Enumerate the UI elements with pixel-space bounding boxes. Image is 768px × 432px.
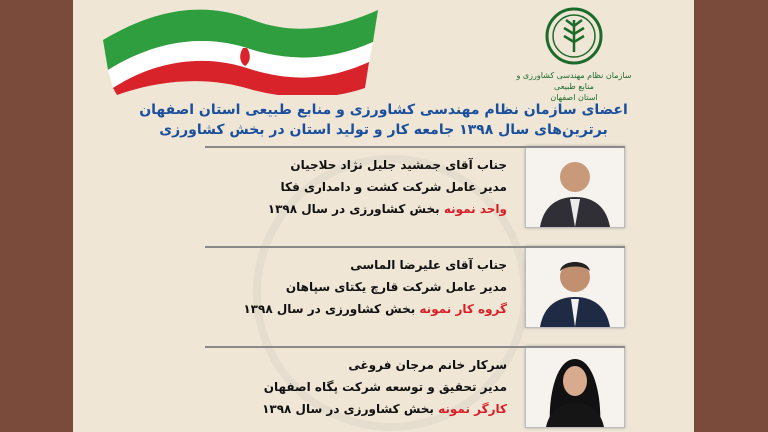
honoree-text (268, 154, 507, 220)
honoree-photo (525, 346, 625, 428)
honoree-award (262, 398, 507, 420)
award-detail: بخش کشاورزی در سال ۱۳۹۸ (243, 302, 420, 316)
person-icon (526, 347, 624, 427)
title-line1: اعضای سازمان نظام مهندسی کشاورزی و منابع طبیعی استان اصفهان (139, 102, 628, 118)
honoree-award (243, 298, 507, 320)
page-title (73, 100, 694, 140)
person-icon (526, 147, 624, 227)
honoree-role: مدیر عامل شرکت کشت و دامداری فکا (280, 180, 507, 194)
honoree-card (129, 346, 625, 426)
honoree-name: جناب آقای علیرضا الماسی (350, 258, 507, 272)
award-title: گروه کار نمونه (419, 302, 507, 316)
honoree-award (268, 198, 507, 220)
honoree-text (243, 254, 507, 320)
award-detail: بخش کشاورزی در سال ۱۳۹۸ (267, 202, 444, 216)
card-divider (205, 146, 625, 148)
honoree-role: مدیر عامل شرکت قارچ یکتای سپاهان (285, 280, 507, 294)
organization-logo (514, 6, 634, 102)
card-divider (205, 246, 625, 248)
award-detail: بخش کشاورزی در سال ۱۳۹۸ (262, 402, 439, 416)
honoree-name: سرکار خانم مرجان فروغی (348, 358, 507, 372)
title-line2: برترین‌های سال ۱۳۹۸ جامعه کار و تولید استان در بخش کشاورزی (159, 122, 608, 138)
honoree-text (262, 354, 507, 420)
honoree-photo (525, 246, 625, 328)
logo-text-line1: سازمان نظام مهندسی کشاورزی و منابع طبیعی (516, 71, 632, 91)
card-divider (205, 346, 625, 348)
logo-text-line2: استان اصفهان (550, 93, 598, 102)
honoree-card (129, 246, 625, 326)
honoree-role: مدیر تحقیق و توسعه شرکت پگاه اصفهان (263, 380, 507, 394)
iran-flag-icon (93, 0, 393, 95)
honoree-photo (525, 146, 625, 228)
award-title: واحد نمونه (443, 202, 507, 216)
honoree-card (129, 146, 625, 226)
poster (73, 0, 694, 432)
person-icon (526, 247, 624, 327)
honoree-name: جناب آقای جمشید جلیل نژاد حلاجیان (290, 158, 507, 172)
wheat-emblem-icon (544, 6, 604, 66)
award-title: کارگر نمونه (438, 402, 507, 416)
